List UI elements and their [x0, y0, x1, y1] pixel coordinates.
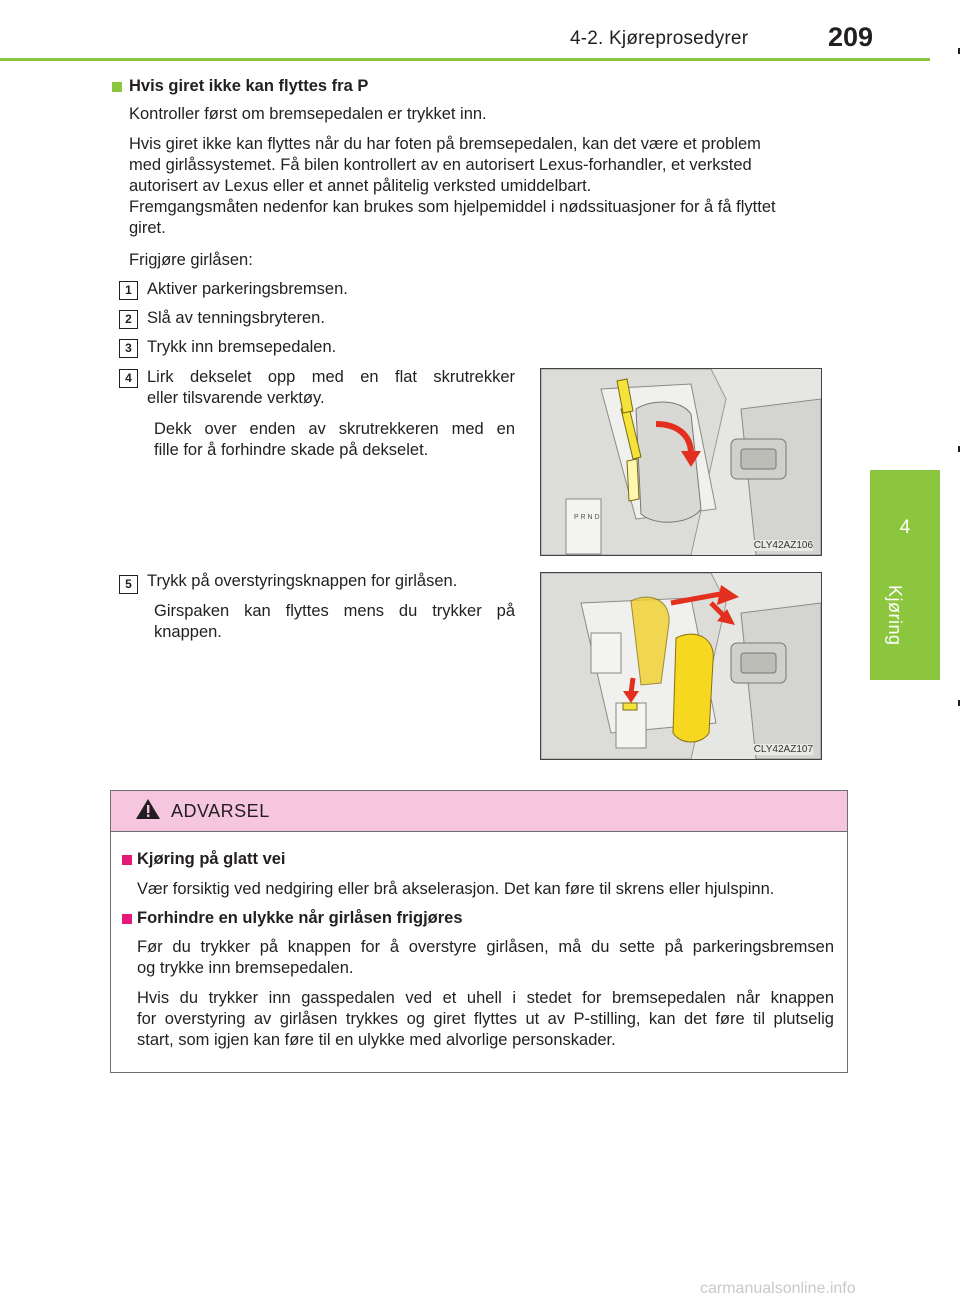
- figure-override-button: [540, 572, 822, 760]
- gear-lever-illustration: [541, 573, 821, 759]
- section-title: 4-2. Kjøreprosedyrer: [570, 28, 749, 49]
- chapter-tab-label: Kjøring: [885, 585, 905, 646]
- step-text: Aktiver parkeringsbremsen.: [147, 280, 348, 298]
- warning-triangle-icon: [135, 797, 161, 821]
- warning-item-text: Hvis du trykker inn gasspedalen ved et uhell i stedet for bremsepedalen når knappen for overstyring av girlåsen trykkes og giret flyttes ut av P-stilling, kan det føre til plutselig start, som igjen kan føre til en ulykke med alvorlige personskader.: [137, 989, 834, 1049]
- figure-code: CLY42AZ106: [753, 540, 813, 551]
- step-note: Girspaken kan flyttes mens du trykker på knappen.: [154, 602, 515, 641]
- paragraph: Hvis giret ikke kan flyttes når du har foten på bremsepedalen, kan det være et problem med girlåssystemet. Få bilen kontrollert av en autorisert Lexus-forhandler, et verksted autorisert av Lexus eller et annet pålitelig verksted umiddelbart. Fremgangsmåten nedenfor kan brukes som hjelpemiddel i nødssituasjoner for å få flyttet giret.: [129, 135, 776, 237]
- figure-screwdriver: [540, 368, 822, 556]
- svg-text:P R N D: P R N D: [574, 514, 600, 521]
- step-number: 5: [119, 575, 138, 594]
- chapter-tab[interactable]: [870, 470, 940, 680]
- section-heading: Hvis giret ikke kan flyttes fra P: [129, 77, 369, 95]
- step-note: Dekk over enden av skrutrekkeren med en fille for å forhindre skade på dekselet.: [154, 420, 515, 459]
- step-text: Slå av tenningsbryteren.: [147, 309, 325, 327]
- procedure-intro: Frigjøre girlåsen:: [129, 251, 253, 269]
- step-number: 3: [119, 339, 138, 358]
- gear-console-illustration: [541, 369, 821, 555]
- warning-item-heading: Forhindre en ulykke når girlåsen frigjøres: [137, 909, 463, 927]
- warning-box: [110, 790, 848, 1073]
- warning-bullet-icon: [122, 914, 132, 924]
- chapter-tab-number: 4: [899, 517, 911, 538]
- paragraph: Kontroller først om bremsepedalen er trykket inn.: [129, 105, 487, 123]
- figure-code: CLY42AZ107: [753, 744, 813, 755]
- warning-bullet-icon: [122, 855, 132, 865]
- step-number: 1: [119, 281, 138, 300]
- warning-item-heading: Kjøring på glatt vei: [137, 850, 286, 868]
- heading-bullet-icon: [112, 82, 122, 92]
- page-number: 209: [828, 22, 874, 52]
- watermark: carmanualsonline.info: [700, 1280, 856, 1297]
- step-number: 2: [119, 310, 138, 329]
- step-number: 4: [119, 369, 138, 388]
- warning-item-text: Vær forsiktig ved nedgiring eller brå akselerasjon. Det kan føre til skrens eller hjulspinn.: [137, 880, 775, 898]
- warning-item-text: Før du trykker på knappen for å overstyre girlåsen, må du sette på parkeringsbremsen og trykke inn bremsepedalen.: [137, 938, 834, 977]
- warning-title: ADVARSEL: [171, 801, 270, 821]
- header-rule: [0, 58, 930, 61]
- step-text: Trykk på overstyringsknappen for girlåsen.: [147, 572, 458, 590]
- warning-header: [111, 791, 847, 832]
- step-text: Lirk dekselet opp med en flat skrutrekker eller tilsvarende verktøy.: [147, 368, 515, 407]
- step-text: Trykk inn bremsepedalen.: [147, 338, 337, 356]
